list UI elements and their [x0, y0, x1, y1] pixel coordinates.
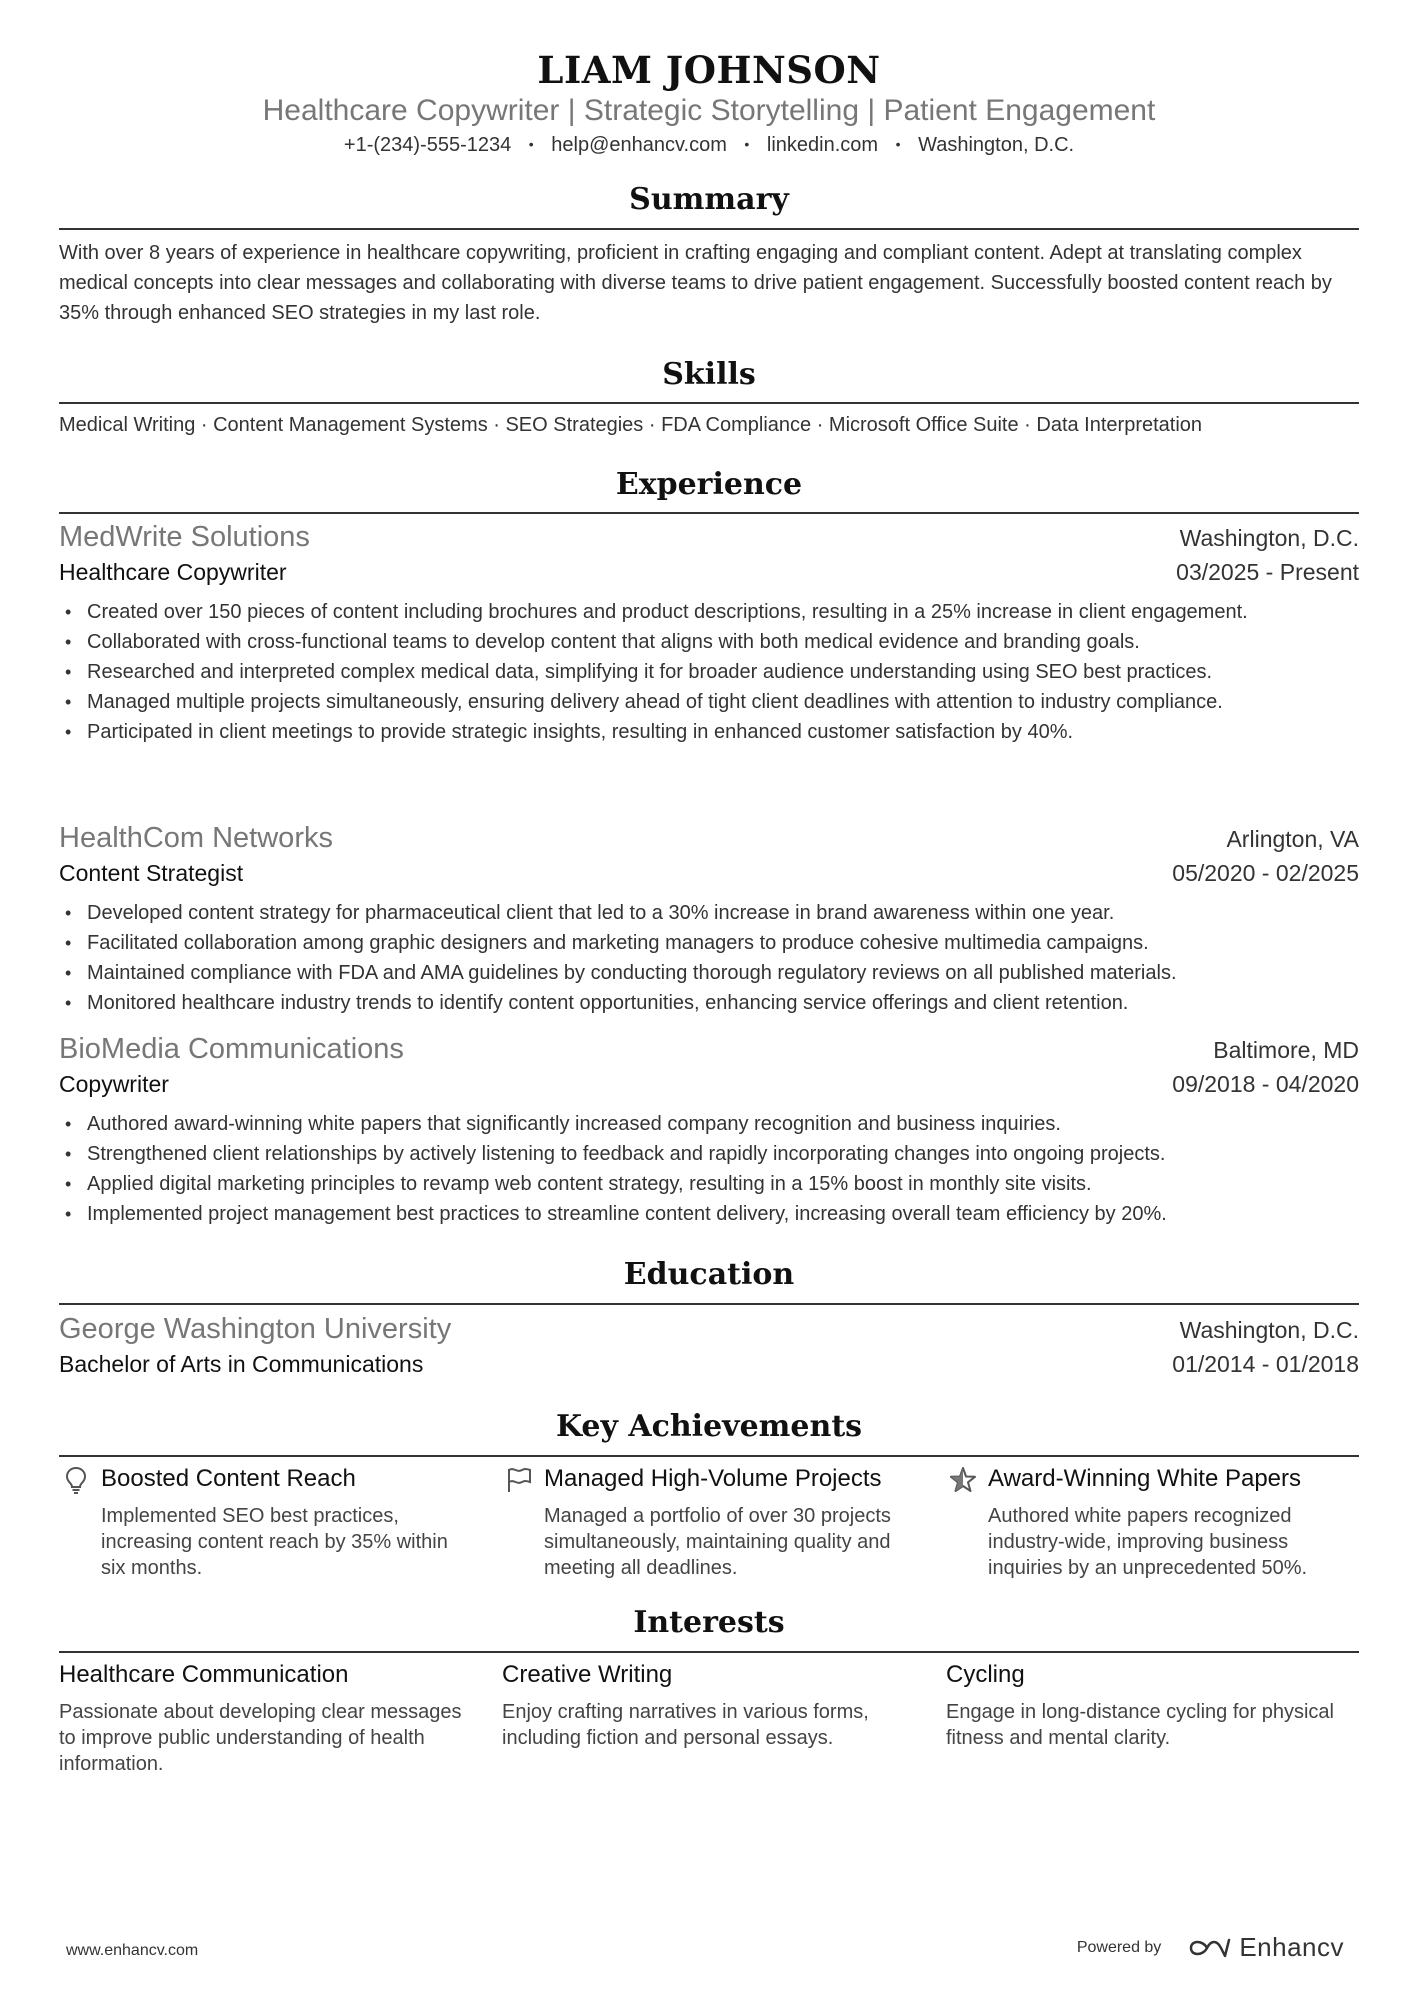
- bullet-item: • Applied digital marketing principles to revamp web content strategy, resulting in a 15% boost in monthly site visits.: [59, 1169, 1359, 1199]
- linkedin-link[interactable]: linkedin.com: [766, 134, 879, 156]
- candidate-title: Healthcare Copywriter | Strategic Storytelling | Patient Engagement: [262, 94, 1156, 127]
- bullet-item: • Participated in client meetings to provide strategic insights, resulting in enhanced customer satisfaction by 40%.: [59, 717, 1359, 747]
- brand-name: Enhancv: [1239, 1932, 1344, 1962]
- education-entry: [59, 1313, 1359, 1385]
- interest-item: [946, 1661, 1356, 1751]
- candidate-name: LIAM JOHNSON: [537, 48, 881, 92]
- interest-title: Healthcare Communication: [59, 1661, 349, 1688]
- job-dates: 03/2025 - Present: [1176, 559, 1359, 585]
- school-location: Washington, D.C.: [1179, 1317, 1359, 1343]
- degree: Bachelor of Arts in Communications: [59, 1351, 424, 1377]
- summary-heading: Summary: [629, 182, 789, 217]
- powered-by-label: Powered by: [1076, 1938, 1162, 1956]
- star-icon: [950, 1466, 976, 1494]
- footer-branding[interactable]: [1077, 1932, 1344, 1963]
- interest-title: Creative Writing: [502, 1661, 673, 1688]
- interests-heading: Interests: [633, 1605, 785, 1640]
- job-location: Baltimore, MD: [1213, 1037, 1359, 1063]
- separator: •: [528, 136, 534, 152]
- job-bullets: [59, 898, 1359, 1018]
- phone[interactable]: +1-(234)-555-1234: [343, 134, 512, 156]
- bullet-item: • Implemented project management best practices to streamline content delivery, increasing overall team efficiency by 20%.: [59, 1199, 1359, 1229]
- job-dates: 05/2020 - 02/2025: [1172, 860, 1359, 886]
- bullet-item: • Strengthened client relationships by actively listening to feedback and rapidly incorporating changes into ongoing projects.: [59, 1139, 1359, 1169]
- bullet-item: • Facilitated collaboration among graphic designers and marketing managers to produce cohesive multimedia campaigns.: [59, 928, 1359, 958]
- achievement-item: [59, 1465, 469, 1581]
- company-name: MedWrite Solutions: [59, 521, 310, 553]
- flag-icon: [506, 1466, 532, 1494]
- bullet-item: • Developed content strategy for pharmaceutical client that led to a 30% increase in brand awareness within one year.: [59, 898, 1359, 928]
- job-entry: [59, 521, 1359, 747]
- school-name: George Washington University: [59, 1313, 452, 1345]
- bullet-item: • Authored award-winning white papers that significantly increased company recognition and business inquiries.: [59, 1109, 1359, 1139]
- achievement-desc: Managed a portfolio of over 30 projects simultaneously, maintaining quality and meeting all deadlines.: [544, 1505, 891, 1579]
- bullet-item: • Researched and interpreted complex medical data, simplifying it for broader audience understanding using SEO best practices.: [59, 657, 1359, 687]
- separator: •: [744, 136, 750, 152]
- section-divider: [59, 402, 1359, 404]
- interest-item: [502, 1661, 912, 1751]
- bullet-item: • Managed multiple projects simultaneously, ensuring delivery ahead of tight client deadlines with attention to industry compliance.: [59, 687, 1359, 717]
- lightbulb-icon: [63, 1466, 89, 1494]
- education-dates: 01/2014 - 01/2018: [1172, 1351, 1359, 1377]
- job-entry: [59, 822, 1359, 1018]
- bullet-item: • Maintained compliance with FDA and AMA guidelines by conducting thorough regulatory reviews on all published materials.: [59, 958, 1359, 988]
- education-heading: Education: [623, 1257, 795, 1292]
- interest-desc: Passionate about developing clear messages to improve public understanding of health information.: [59, 1701, 462, 1775]
- interest-desc: Enjoy crafting narratives in various forms, including fiction and personal essays.: [502, 1701, 869, 1749]
- job-dates: 09/2018 - 04/2020: [1172, 1071, 1359, 1097]
- skills-heading: Skills: [662, 357, 756, 392]
- bullet-item: • Created over 150 pieces of content including brochures and product descriptions, resulting in a 25% increase in client engagement.: [59, 597, 1359, 627]
- achievement-item: [946, 1465, 1356, 1581]
- job-bullets: [59, 597, 1359, 747]
- company-name: BioMedia Communications: [59, 1033, 404, 1065]
- achievements-heading: Key Achievements: [555, 1409, 863, 1444]
- interest-item: [59, 1661, 469, 1777]
- achievement-title: Managed High-Volume Projects: [544, 1465, 882, 1492]
- job-role: Copywriter: [59, 1071, 169, 1097]
- bullet-item: • Monitored healthcare industry trends to identify content opportunities, enhancing service offerings and client retention.: [59, 988, 1359, 1018]
- experience-heading: Experience: [615, 467, 803, 502]
- bullet-item: • Collaborated with cross-functional teams to develop content that aligns with both medical evidence and branding goals.: [59, 627, 1359, 657]
- enhancv-logo-icon: [1187, 1935, 1231, 1961]
- footer-website-link[interactable]: www.enhancv.com: [66, 1942, 199, 1959]
- email-link[interactable]: help@enhancv.com: [551, 134, 727, 156]
- section-divider: [59, 1303, 1359, 1305]
- job-location: Washington, D.C.: [1179, 525, 1359, 551]
- location: Washington, D.C.: [918, 134, 1075, 156]
- section-divider: [59, 1455, 1359, 1457]
- job-role: Healthcare Copywriter: [59, 559, 287, 585]
- section-divider: [59, 1651, 1359, 1653]
- job-location: Arlington, VA: [1226, 826, 1359, 852]
- company-name: HealthCom Networks: [59, 822, 333, 854]
- job-entry: [59, 1033, 1359, 1229]
- achievement-desc: Implemented SEO best practices, increasing content reach by 35% within six months.: [101, 1505, 448, 1579]
- achievement-title: Boosted Content Reach: [101, 1465, 356, 1492]
- summary-text: With over 8 years of experience in healthcare copywriting, proficient in crafting engaging and compliant content. Adept at translating complex medical concepts into clear messages and collaborating with diverse teams to drive patient engagement. Successfully boosted content reach by 35% through enhanced SEO strategies in my last role.: [59, 242, 1332, 324]
- achievement-item: [502, 1465, 912, 1581]
- interest-title: Cycling: [946, 1661, 1025, 1688]
- section-divider: [59, 228, 1359, 230]
- achievement-desc: Authored white papers recognized industry-wide, improving business inquiries by an unprecedented 50%.: [988, 1505, 1308, 1579]
- job-bullets: [59, 1109, 1359, 1229]
- separator: •: [895, 136, 901, 152]
- job-role: Content Strategist: [59, 860, 244, 886]
- interest-desc: Engage in long-distance cycling for physical fitness and mental clarity.: [946, 1701, 1334, 1749]
- skills-list: Medical Writing · Content Management Systems · SEO Strategies · FDA Compliance · Microsoft Office Suite · Data Interpretation: [59, 414, 1203, 436]
- achievement-title: Award-Winning White Papers: [988, 1465, 1302, 1492]
- section-divider: [59, 512, 1359, 514]
- contact-line: [59, 134, 1359, 157]
